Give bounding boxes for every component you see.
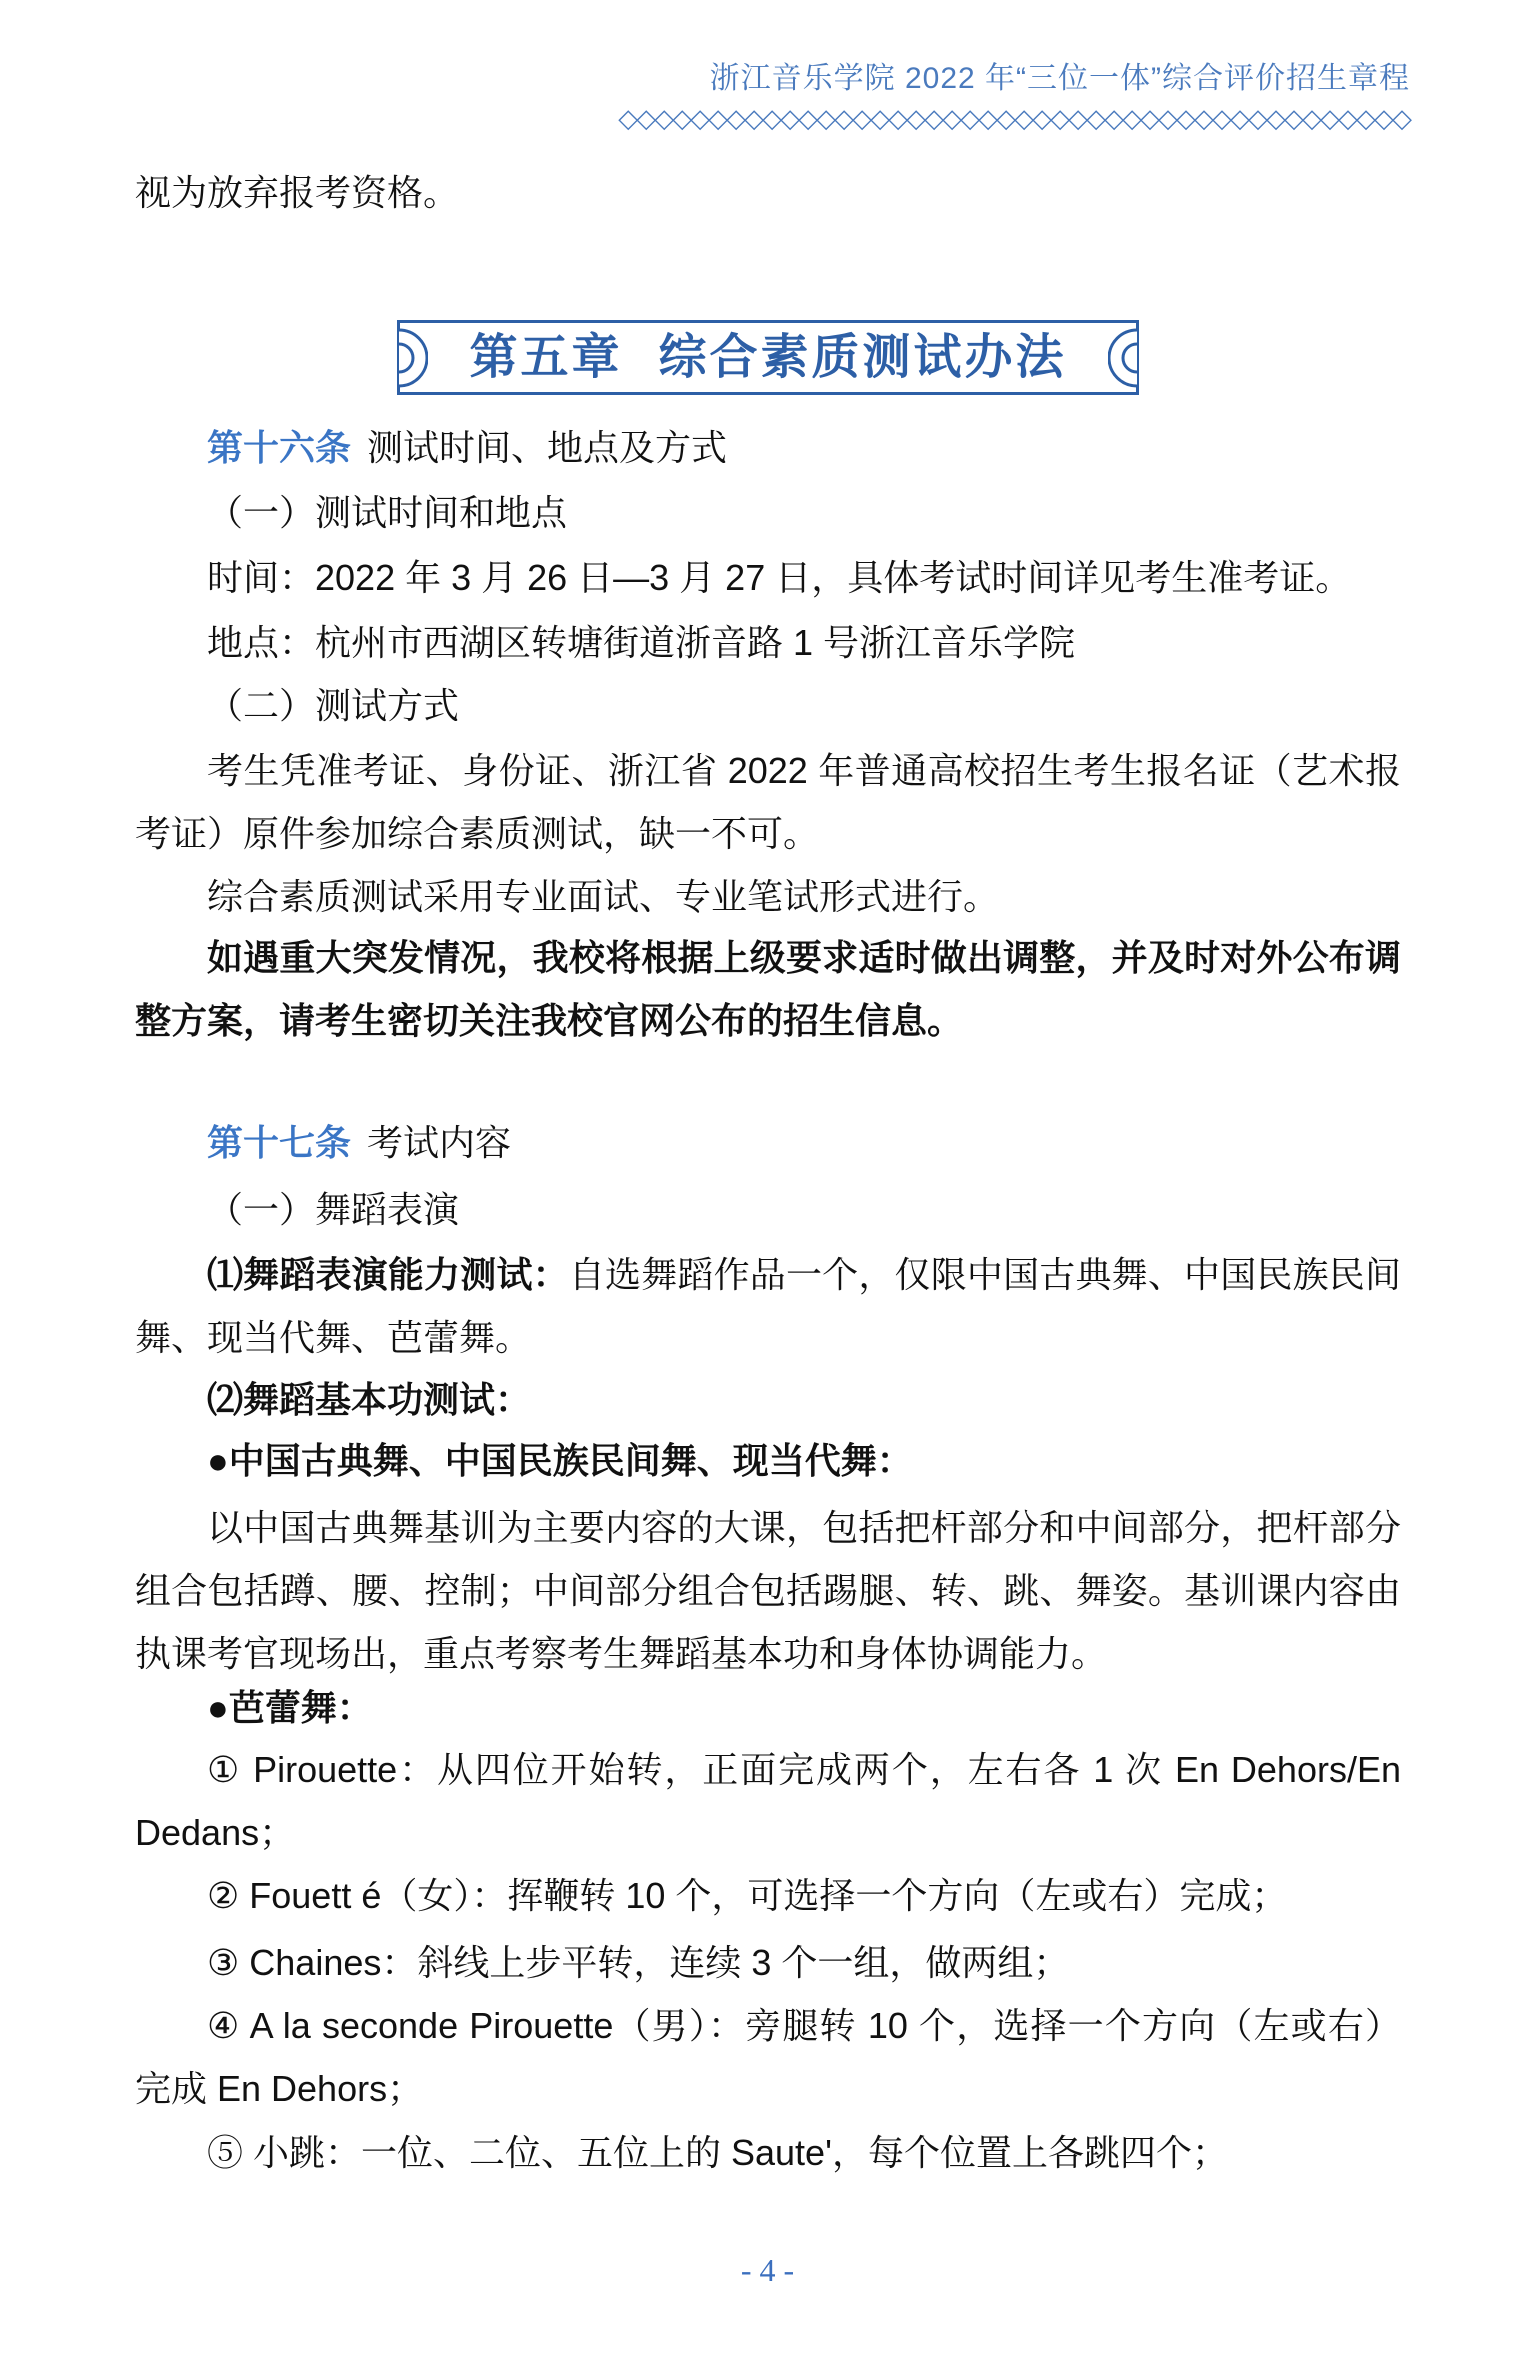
chapter-name: 综合素质测试办法 [658, 330, 1067, 384]
article-17-number: 第十七条 [207, 1122, 352, 1163]
double-arc-left-icon [396, 327, 428, 389]
article-16-title: 测试时间、地点及方式 [367, 427, 728, 468]
header-decorative-diamond-line: ◇◇◇◇◇◇◇◇◇◇◇◇◇◇◇◇◇◇◇◇◇◇◇◇◇◇◇◇◇◇◇◇◇◇◇◇◇◇◇◇◇◇◇◇ [618, 103, 1410, 133]
para-forfeit-note: 视为放弃报考资格。 [135, 172, 460, 213]
para-ballet-item-1-pirouette: ① Pirouette：从四位开始转，正面完成两个，左右各 1 次 En Dehors/En Dedans； [135, 1749, 1401, 1853]
dance-ability-test-label: ⑴舞蹈表演能力测试： [207, 1254, 569, 1295]
para-bullet-ballet: ●芭蕾舞： [207, 1687, 373, 1728]
para-dance-basics-test-label: ⑵舞蹈基本功测试： [207, 1379, 532, 1420]
para-emergency-notice: 如遇重大突发情况，我校将根据上级要求适时做出调整，并及时对外公布调整方案，请考生密切关注我校官网公布的招生信息。 [135, 937, 1401, 1041]
para-test-time: 时间：2022 年 3 月 26 日—3 月 27 日，具体考试时间详见考生准考证。 [207, 557, 1352, 598]
para-section-1-time-place: （一）测试时间和地点 [207, 492, 568, 533]
dance-ability-test-text: 自选舞蹈作品一个，仅限中国古典舞、中国民族民间舞、现当代舞、芭蕾舞。 [135, 1254, 1401, 1358]
chapter-title [469, 330, 1067, 384]
para-ballet-item-5-saute: ⑤ 小跳：一位、二位、五位上的 Saute'，每个位置上各跳四个； [207, 2132, 1228, 2173]
header-title: 浙江音乐学院 2022 年“三位一体”综合评价招生章程 [709, 62, 1410, 95]
article-17-heading [135, 1111, 1401, 1174]
para-dance-performance-heading: （一）舞蹈表演 [207, 1189, 460, 1230]
chapter-title-box [397, 320, 1139, 395]
article-16-number: 第十六条 [207, 427, 352, 468]
para-ballet-item-4-a-la-seconde: ④ A la seconde Pirouette（男）：旁腿转 10 个，选择一个方向（左或右）完成 En Dehors； [135, 2005, 1401, 2109]
para-ballet-item-2-fouette: ② Fouett é（女）：挥鞭转 10 个，可选择一个方向（左或右）完成； [207, 1875, 1288, 1916]
para-section-2-method: （二）测试方式 [207, 685, 460, 726]
para-chinese-dance-detail: 以中国古典舞基训为主要内容的大课，包括把杆部分和中间部分，把杆部分组合包括蹲、腰、控制；中间部分组合包括踢腿、转、跳、舞姿。基训课内容由执课考官现场出，重点考察考生舞蹈基本功和身体协调能力。 [135, 1507, 1401, 1674]
article-17-title: 考试内容 [367, 1122, 512, 1163]
para-bullet-chinese-dance: ●中国古典舞、中国民族民间舞、现当代舞： [207, 1440, 913, 1481]
para-ballet-item-3-chaines: ③ Chaines：斜线上步平转，连续 3 个一组，做两组； [207, 1942, 1070, 1983]
para-test-format: 综合素质测试采用专业面试、专业笔试形式进行。 [207, 876, 1000, 917]
double-arc-right-icon [1108, 327, 1140, 389]
para-dance-ability-test [135, 1243, 1401, 1369]
article-16-heading [135, 416, 1401, 479]
chapter-number: 第五章 [469, 330, 623, 384]
page-number: - 4 - [740, 2252, 795, 2288]
para-required-documents: 考生凭准考证、身份证、浙江省 2022 年普通高校招生考生报名证（艺术报考证）原件参加综合素质测试，缺一不可。 [135, 750, 1401, 854]
para-test-location: 地点：杭州市西湖区转塘街道浙音路 1 号浙江音乐学院 [207, 622, 1076, 663]
